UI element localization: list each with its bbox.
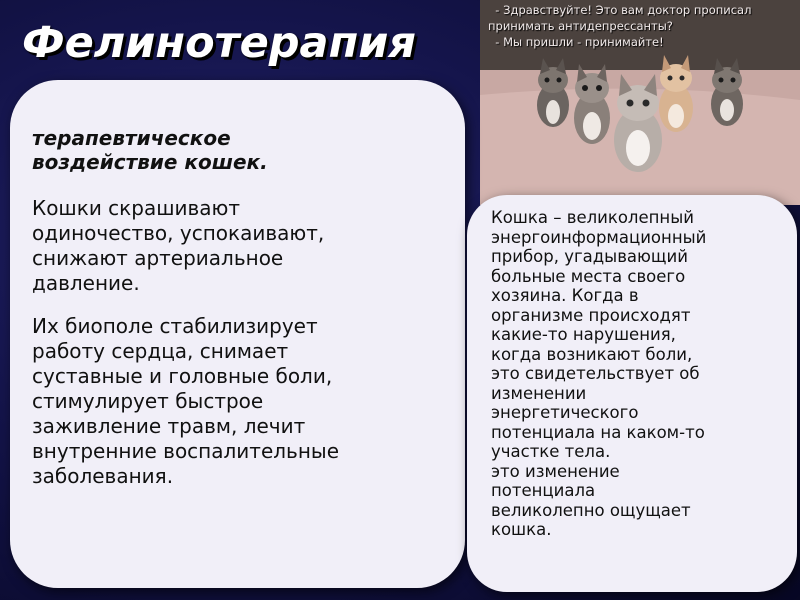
panel-heading: терапевтическое воздействие кошек. <box>32 126 268 174</box>
slide-title: Фелинотерапия <box>22 18 417 68</box>
right-text-panel <box>467 195 797 592</box>
kittens-photo <box>480 0 800 205</box>
right-panel-text: Кошка – великолепный энергоинформационный прибор, угадывающий больные места своего хозяина. Когда в организме происходят какие-то нарушения, когда возникают боли, это свидетельствует об изменении энергетического потенциала на каком-то участке тела. это изменение потенциала великолепно ощущает кошка. <box>491 208 707 539</box>
photo-caption: - Здравствуйте! Это вам доктор прописал принимать антидепрессанты? - Мы пришли - принимайте! <box>488 3 752 49</box>
panel-paragraph-2: Их биополе стабилизирует работу сердца, снимает суставные и головные боли, стимулирует быстрое заживление травм, лечит внутренние воспалительные заболевания. <box>32 314 339 488</box>
left-text-panel <box>10 80 465 588</box>
panel-paragraph-1: Кошки скрашивают одиночество, успокаивают, снижают артериальное давление. <box>32 196 325 295</box>
